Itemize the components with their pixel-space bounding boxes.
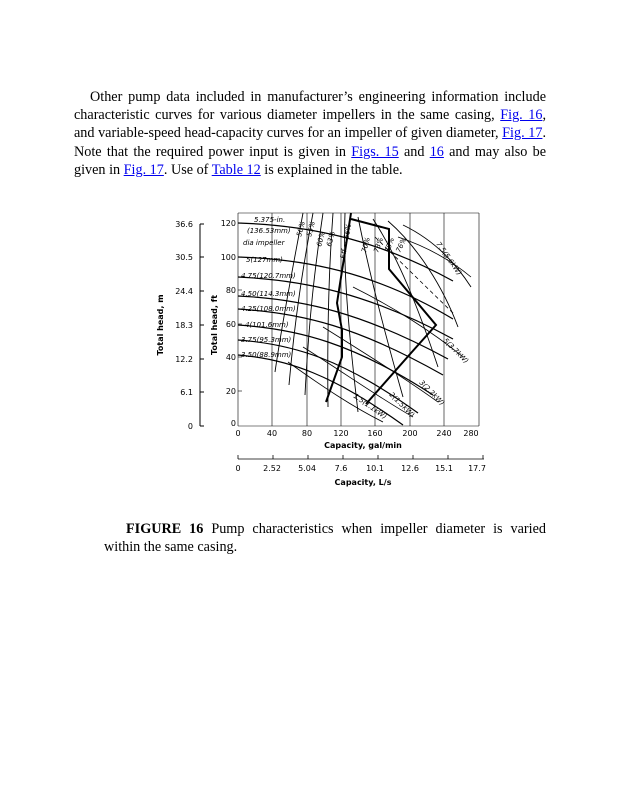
paragraph-text: , and variable-speed head-capacity curves for an impeller of given diameter, [74,107,546,142]
ls-tick-label: 17.7 [468,464,486,473]
paragraph-text: and [398,143,430,160]
eff-label-63: 63% [325,230,337,248]
gpm-tick-label: 280 [463,429,479,438]
paragraph-text: is explained in the table. [260,161,403,178]
power-label-3: 3(2.2kW) [417,378,446,408]
power-label-5: 5(3.7kW) [441,336,470,366]
eff-label-75: 75% [383,236,397,254]
power-2hp [303,347,413,417]
metric-tick-label: 18.3 [175,321,193,330]
caption-text: Pump characteristics when impeller diameter is varied within the same casing. [104,521,546,556]
pump-characteristics-figure [153,207,489,489]
eff-label-50: 50% [295,220,307,238]
eff-76 [403,225,471,287]
ls-tick-label: 0 [235,464,241,473]
ls-tick-label: 7.6 [334,464,348,473]
ls-tick-label: 5.04 [298,464,316,473]
link-table-12[interactable]: Table 12 [211,161,261,178]
impeller-label-5.375: 5.375-in. [254,216,286,224]
impeller-label-3.75: 3.75(95.3mm) [241,336,292,344]
eff-label-76: 76% [394,236,409,254]
metric-tick-label: 36.6 [175,220,193,229]
ft-axis-label: Total head, ft [210,294,219,356]
eff-55 [289,213,313,385]
caption-label: FIGURE 16 [126,521,204,537]
gpm-tick-label: 120 [333,429,349,438]
metric-tick-label: 0 [187,422,193,431]
ft-tick-label: 60 [225,320,236,329]
metric-tick-label: 6.1 [180,388,193,397]
paragraph-text: . Note that the required power input is given in [74,125,546,160]
power-1.5hp [288,362,383,422]
eff-label-55: 55% [305,220,317,238]
ft-tick-label: 40 [225,353,236,362]
gpm-tick-label: 0 [235,429,241,438]
impeller-label-4.25: 4.25(108.0mm) [241,305,296,313]
gpm-tick-label: 80 [301,429,313,438]
link-fig-16[interactable]: Fig. 16 [500,107,543,124]
eff-label-70: 70% [360,236,372,254]
pump-chart-svg [153,207,489,489]
metric-axis-label: Total head, m [156,294,165,356]
link-fig-16-short[interactable]: 16 [429,143,444,160]
paragraph-text: . Use of [163,161,212,178]
paragraph-text: Other pump data included in manufacturer’s engineering information include characteristic curves for various diameter impellers in the same casing, [74,89,546,124]
gpm-tick-label: 240 [436,429,452,438]
metric-tick-label: 24.4 [175,287,193,296]
power-label-1.5: 1.5(1.1kW) [351,392,389,421]
ft-tick-label: 20 [225,387,236,396]
impeller-label-5: 5(127mm) [246,256,283,264]
power-label-2: 2(1.5kW) [387,390,416,420]
gpm-tick-label: 160 [367,429,383,438]
eff-label-73: 73% [372,236,386,254]
link-figs-15[interactable]: Figs. 15 [351,143,399,160]
power-label-7.5: 7.5(5.6kW) [434,240,464,277]
ls-tick-label: 2.52 [263,464,281,473]
ft-tick-label: 80 [225,286,236,295]
gpm-tick-label: 40 [266,429,278,438]
gpm-tick-label: 200 [402,429,418,438]
metric-tick-label: 12.2 [175,355,193,364]
figure-caption [104,520,546,557]
paragraph-text: and may also be given in [74,143,547,178]
metric-tick-label: 30.5 [175,253,193,262]
ls-tick-label: 15.1 [435,464,453,473]
ls-tick-label: 10.1 [366,464,384,473]
gpm-axis-label: Capacity, gal/min [324,441,402,450]
eff-label-66: Eff = 66% [339,223,354,260]
impeller-label-4: 4(101.6mm) [245,321,289,329]
body-paragraph [74,88,546,179]
eff-label-60: 60% [315,230,327,248]
impeller-label-4.75: 4.75(120.7mm) [241,272,296,280]
ls-ticks [238,455,483,459]
ls-tick-label: 12.6 [401,464,419,473]
impeller-label-desc: dia impeller [243,239,285,247]
link-fig-17-second[interactable]: Fig. 17 [123,161,164,178]
ls-axis-label: Capacity, L/s [334,478,392,487]
ft-tick-label: 0 [230,419,236,428]
impeller-label-3.5: 3.50(88.9mm) [241,351,292,359]
link-fig-17[interactable]: Fig. 17 [502,125,543,142]
impeller-label-5.375-mm: (136.53mm) [247,227,291,235]
ft-tick-label: 120 [220,219,236,228]
ft-tick-label: 100 [220,253,236,262]
impeller-label-4.5: 4.50(114.3mm) [241,290,296,298]
